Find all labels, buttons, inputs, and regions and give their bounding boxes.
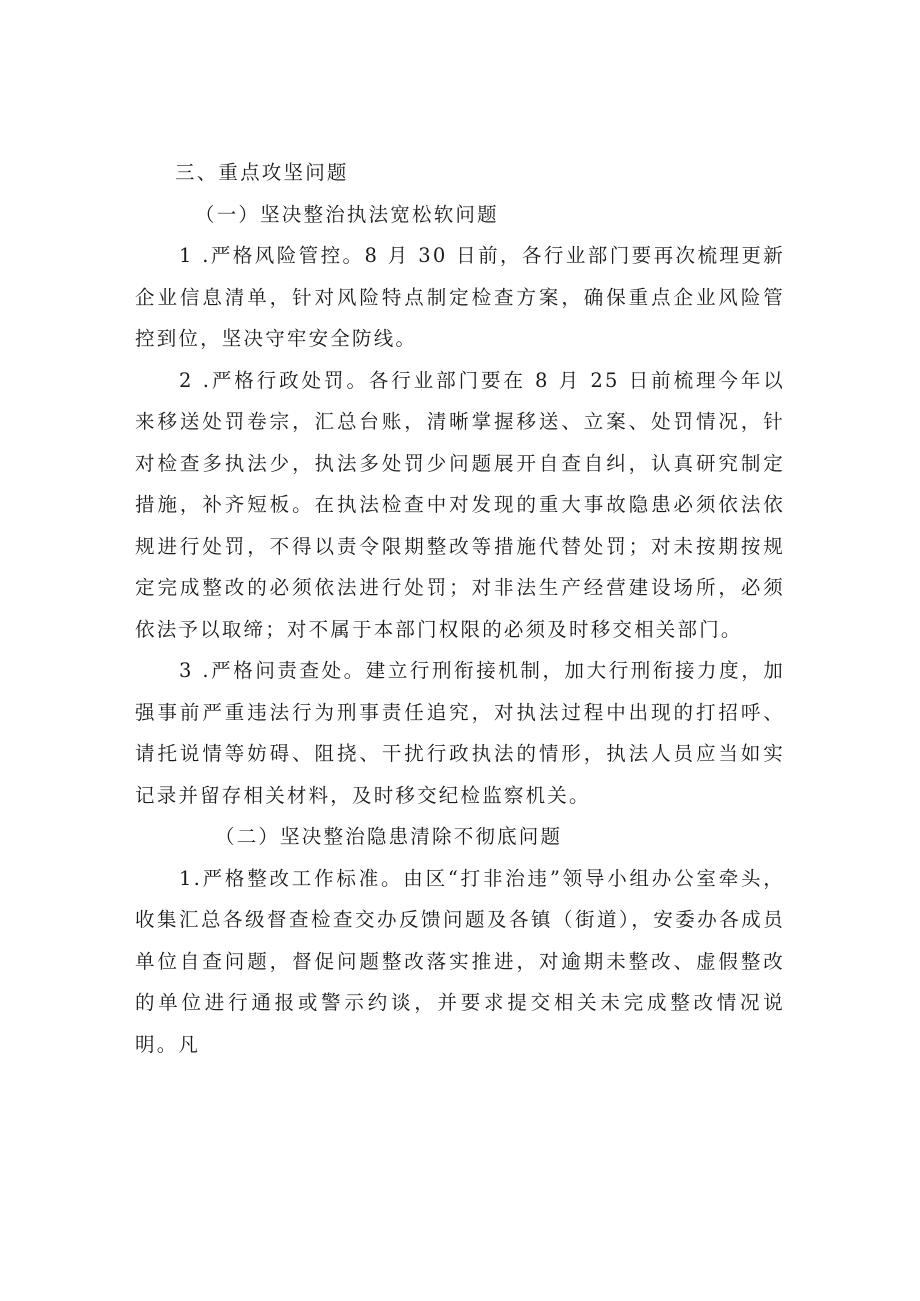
paragraph-accountability: 3 .严格问责查处。建立行刑衔接机制，加大行刑衔接力度，加强事前严重违法行为刑事责任追究，对执法过程中出现的打招呼、请托说情等妨碍、阻挠、干扰行政执法的情形，执法人员应当如实记录并留存相关材料，及时移交纪检监察机关。 — [135, 659, 785, 807]
subsection-two-heading: （二）坚决整治隐患清除不彻底问题 — [215, 825, 563, 848]
paragraph-rectification-standard: 1.严格整改工作标准。由区“打非治违”领导小组办公室牵头，收集汇总各级督查检查交办反馈问题及各镇（街道），安委办各成员单位自查问题，督促问题整改落实推进，对逾期未整改、虚假整改的单位进行通报或警示约谈，并要求提交相关未完成整改情况说明。凡 — [135, 866, 785, 1056]
subsection-one-heading: （一）坚决整治执法宽松软问题 — [195, 202, 499, 226]
document-body — [135, 152, 785, 1065]
paragraph-administrative-penalty: 2 .严格行政处罚。各行业部门要在 8 月 25 日前梳理今年以来移送处罚卷宗，汇总台账，清晰掌握移送、立案、处罚情况，针对检查多执法少，执法多处罚少问题展开自查自纠，认真研究制定措施，补齐短板。在执法检查中对发现的重大事故隐患必须依法依规进行处罚，不得以责令限期整改等措施代替处罚；对未按期按规定完成整改的必须依法进行处罚；对非法生产经营建设场所，必须依法予以取缔；对不属于本部门权限的必须及时移交相关部门。 — [135, 368, 785, 641]
paragraph-risk-control: 1 .严格风险管控。8 月 30 日前，各行业部门要再次梳理更新企业信息清单，针对风险特点制定检查方案，确保重点企业风险管控到位，坚决守牢安全防线。 — [135, 244, 785, 350]
section-three-heading: 三、重点攻坚问题 — [175, 161, 349, 184]
